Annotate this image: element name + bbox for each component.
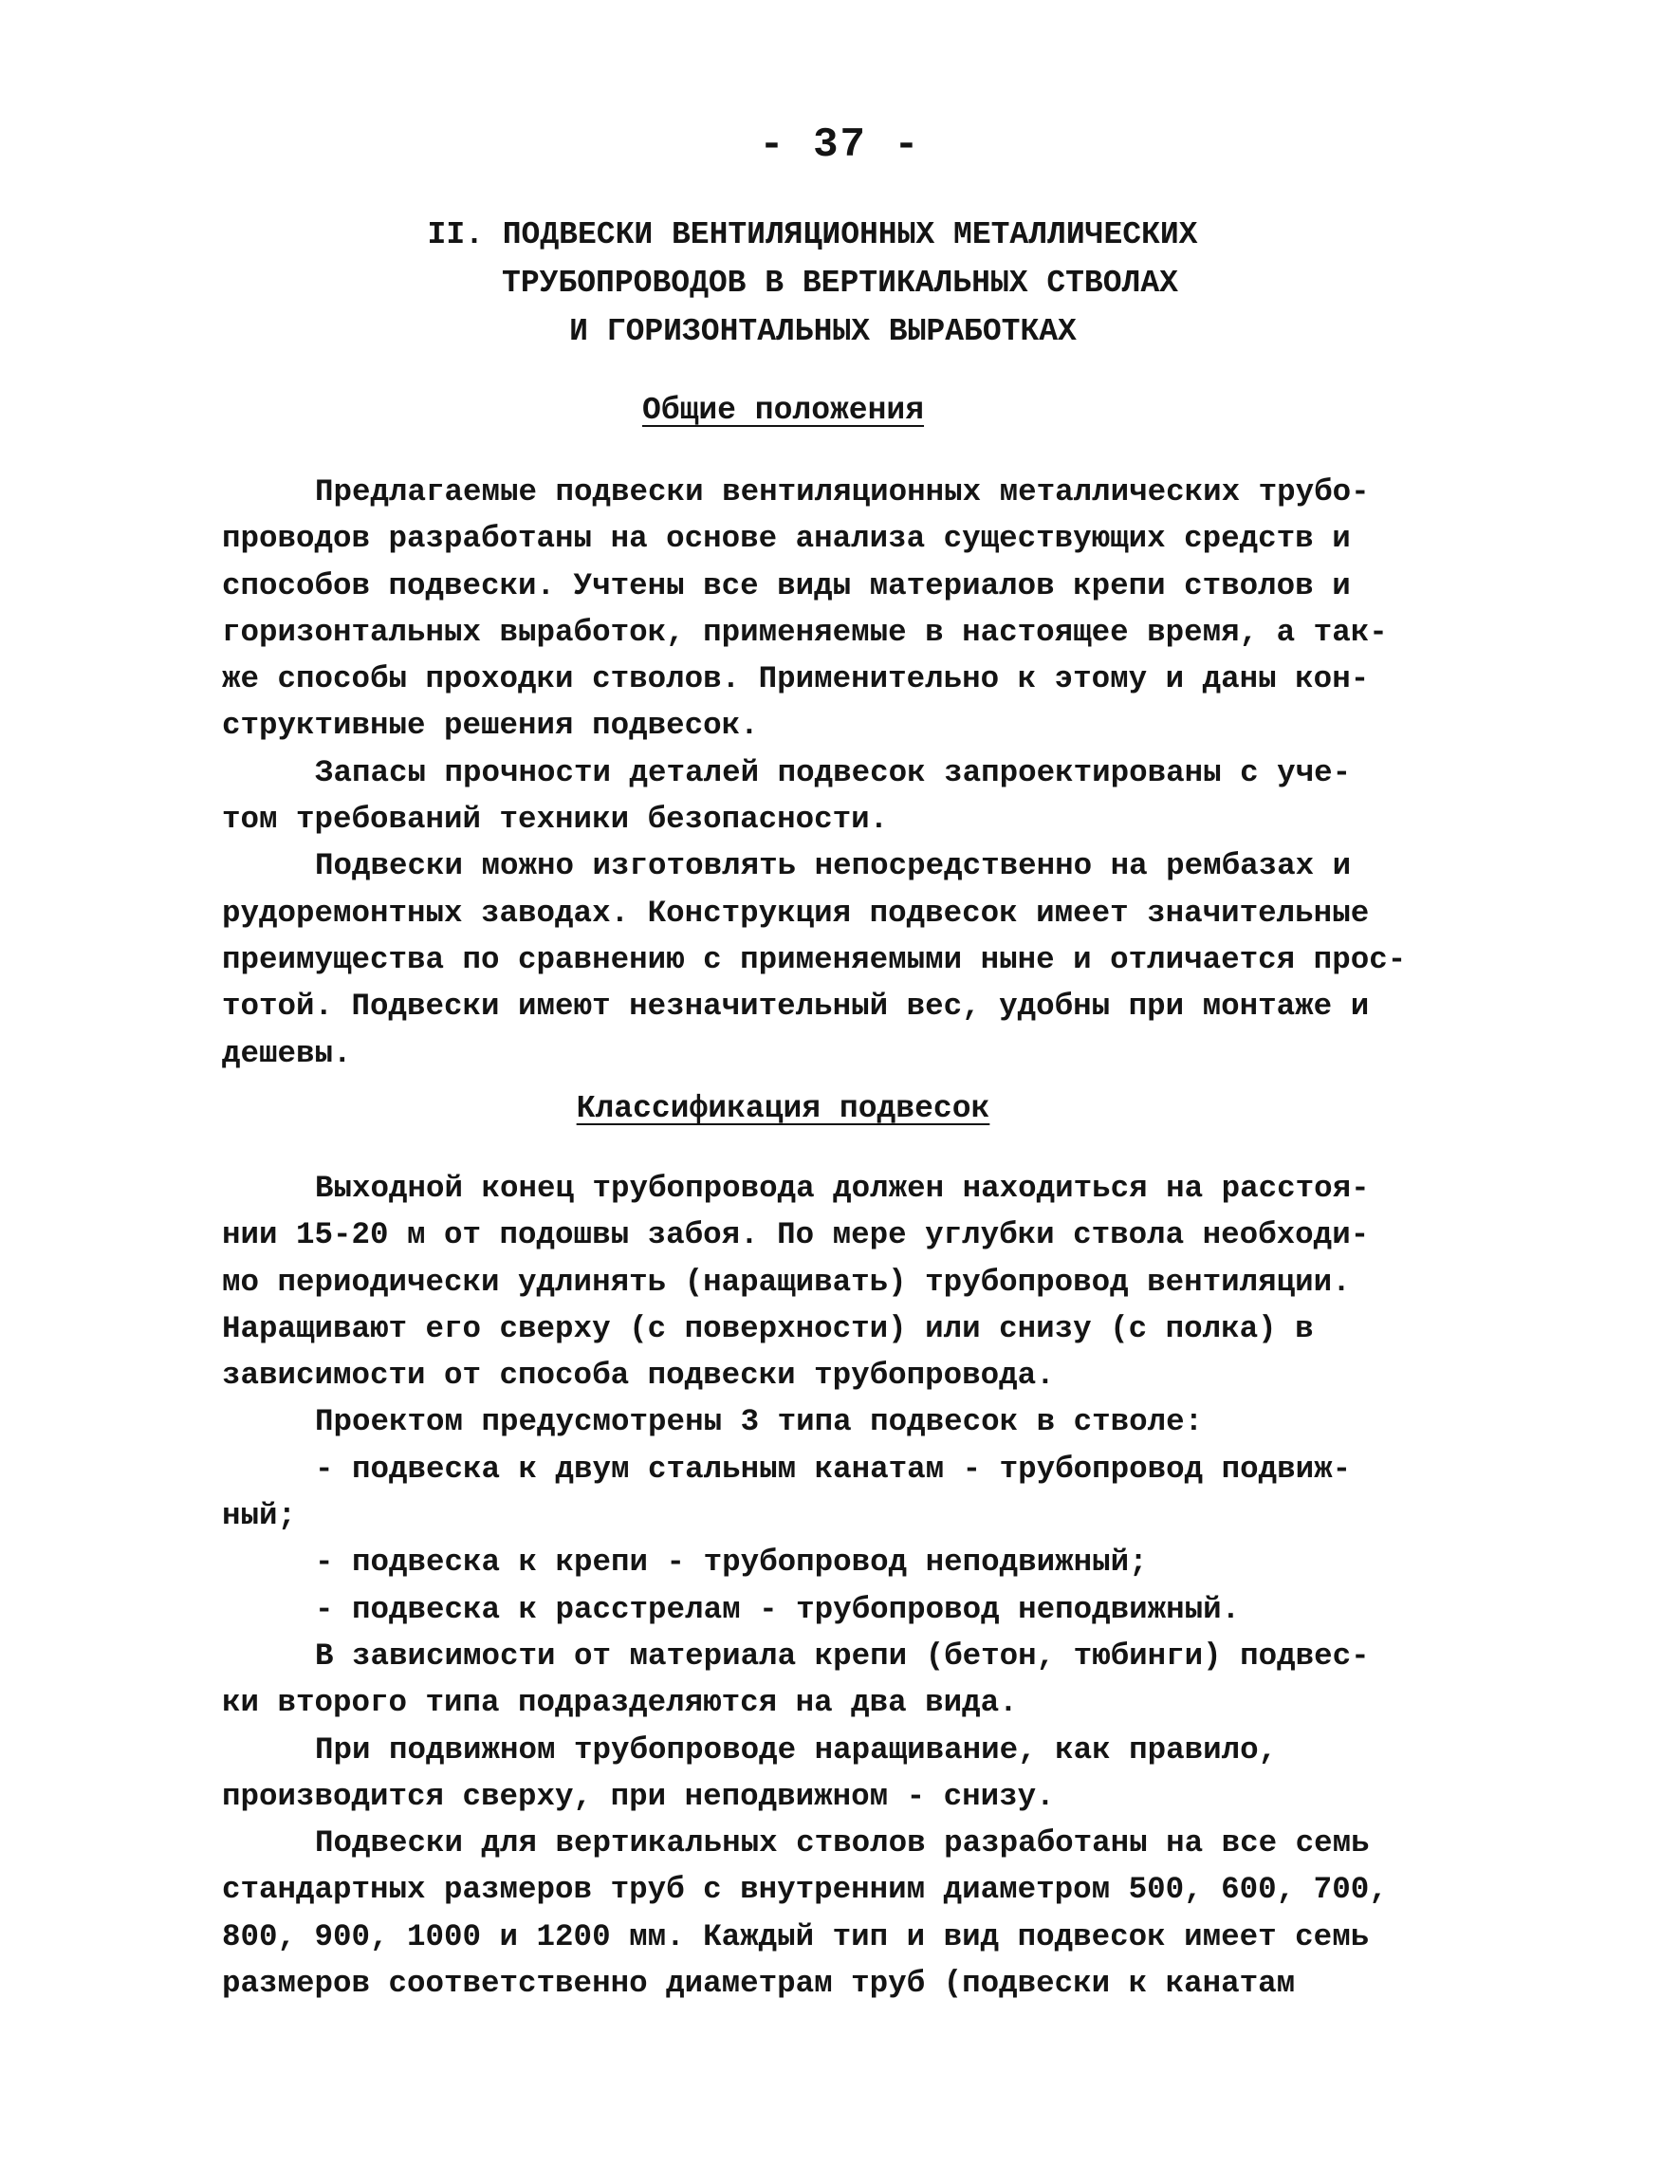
text-line: Запасы прочности деталей подвесок запроектированы с уче- (315, 754, 1352, 790)
text-line: зависимости от способа подвески трубопровода. (222, 1358, 1055, 1394)
section-heading-classification (0, 1091, 1623, 1126)
text-line: способов подвески. Учтены все виды материалов крепи стволов и (222, 567, 1351, 603)
text-line: 800, 900, 1000 и 1200 мм. Каждый тип и вид подвесок имеет семь (222, 1918, 1370, 1954)
chapter-title-line-1: II. ПОДВЕСКИ ВЕНТИЛЯЦИОННЫХ МЕТАЛЛИЧЕСКИХ (427, 217, 1198, 252)
text-line: Подвески для вертикальных стволов разработаны на все семь (315, 1825, 1370, 1861)
text-line: дешевы. (222, 1035, 352, 1071)
list-item: - подвеска к двум стальным канатам - трубопровод подвиж- (315, 1451, 1352, 1487)
text-line: Наращивают его сверху (с поверхности) или снизу (с полка) в (222, 1310, 1314, 1346)
chapter-title-line-3: И ГОРИЗОНТАЛЬНЫХ ВЫРАБОТКАХ (569, 314, 1077, 349)
section-heading-classification-text: Классификация подвесок (576, 1091, 990, 1126)
text-line: Предлагаемые подвески вентиляционных металлических трубо- (315, 474, 1370, 509)
text-line: же способы проходки стволов. Применительно к этому и даны кон- (222, 661, 1370, 697)
text-line: структивные решения подвесок. (222, 708, 759, 744)
text-line: тотой. Подвески имеют незначительный вес, удобны при монтаже и (222, 989, 1370, 1025)
text-line: Проектом предусмотрены 3 типа подвесок в стволе: (315, 1404, 1204, 1440)
section-general-body (222, 469, 1484, 1077)
list-item-continuation: ный; (222, 1498, 297, 1534)
text-line: размеров соответственно диаметрам труб (подвески к канатам (222, 1966, 1296, 2002)
text-line: мо периодически удлинять (наращивать) трубопровод вентиляции. (222, 1264, 1351, 1300)
text-line: том требований техники безопасности. (222, 802, 889, 838)
list-item: - подвеска к крепи - трубопровод неподвижный; (315, 1545, 1148, 1581)
section-heading-general (0, 393, 1623, 428)
chapter-title-line-2: ТРУБОПРОВОДОВ В ВЕРТИКАЛЬНЫХ СТВОЛАХ (502, 266, 1178, 301)
text-line: Подвески можно изготовлять непосредственно на рембазах и (315, 848, 1352, 884)
text-line: горизонтальных выработок, применяемые в настоящее время, а так- (222, 614, 1388, 650)
text-line: нии 15-20 м от подошвы забоя. По мере углубки ствола необходи- (222, 1217, 1370, 1253)
text-line: При подвижном трубопроводе наращивание, как правило, (315, 1731, 1278, 1768)
text-line: производится сверху, при неподвижном - снизу. (222, 1778, 1055, 1814)
text-line: стандартных размеров труб с внутренним диаметром 500, 600, 700, (222, 1872, 1388, 1908)
text-line: преимущества по сравнению с применяемыми ныне и отличается прос- (222, 941, 1407, 977)
text-line: ки второго типа подразделяются на два вида. (222, 1685, 1018, 1721)
text-line: В зависимости от материала крепи (бетон, тюбинги) подвес- (315, 1638, 1370, 1674)
list-item: - подвеска к расстрелам - трубопровод неподвижный. (315, 1591, 1241, 1627)
text-line: проводов разработаны на основе анализа существующих средств и (222, 521, 1351, 557)
chapter-title (0, 211, 1680, 356)
section-classification-body (222, 1165, 1484, 2007)
text-line: Выходной конец трубопровода должен находиться на расстоя- (315, 1171, 1370, 1206)
text-line: рудоремонтных заводах. Конструкция подвесок имеет значительные (222, 895, 1370, 931)
section-heading-general-text: Общие положения (641, 393, 925, 428)
page-number: - 37 - (759, 121, 921, 169)
